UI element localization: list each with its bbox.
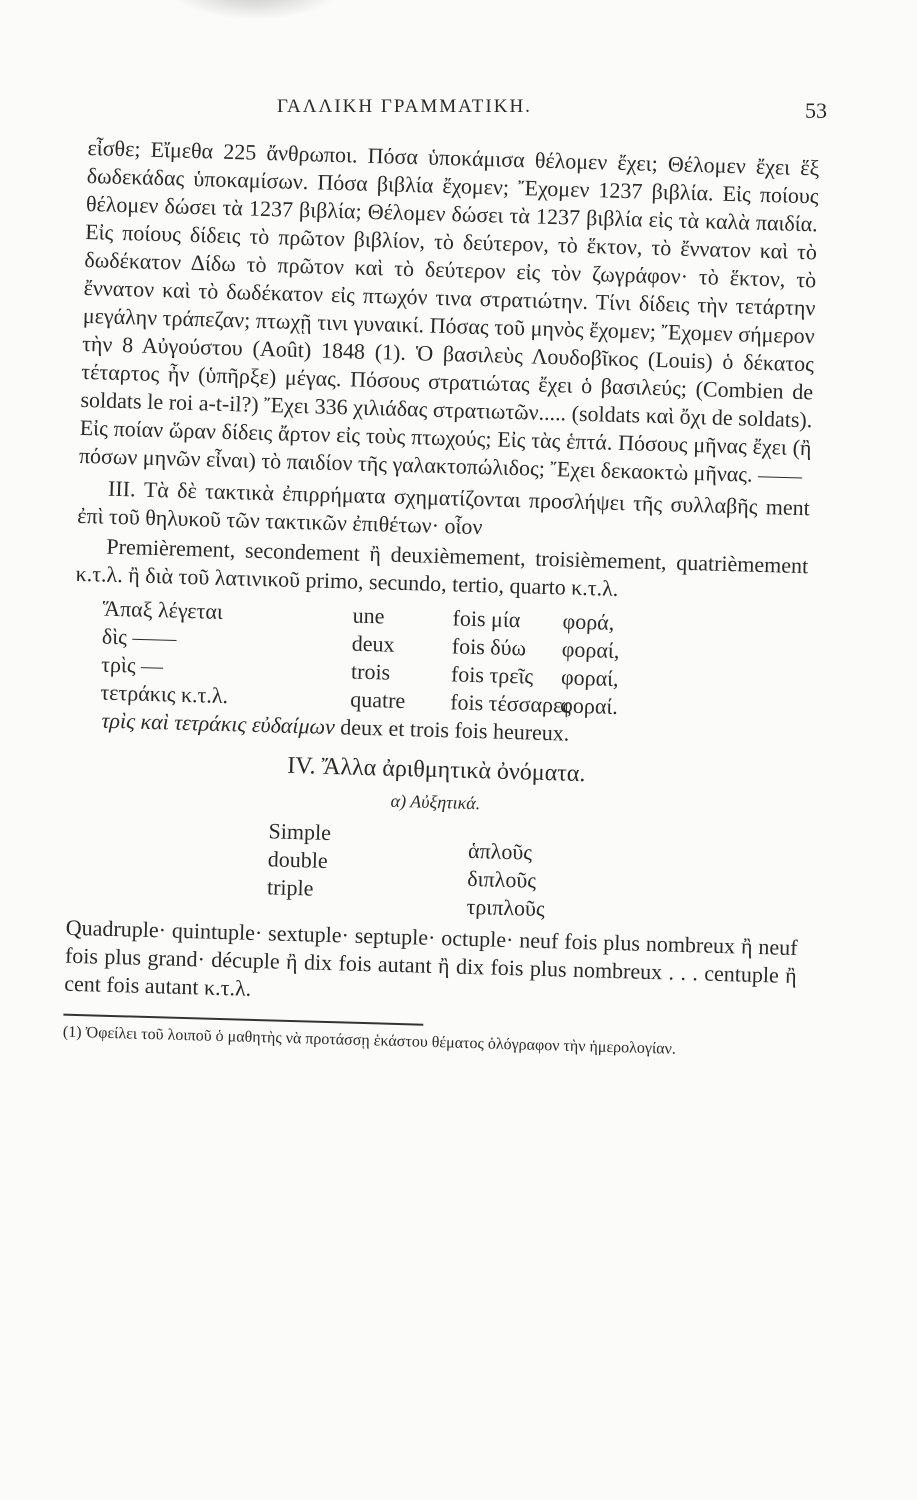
- running-title: ΓΑΛΛΙΚΗ ΓΡΑΜΜΑΤΙΚΗ.: [277, 96, 532, 117]
- exercise-paragraph: εἶσθε; Εἴμεθα 225 ἄνθρωποι. Πόσα ὑποκάμισα θέλομεν ἔχει; Θέλομεν ἔχει ἕξ δωδεκάδας ὑποκαμίσων. Πόσα βιβλία ἔχομεν; Ἔχομεν 1237 βιβλία. Εἰς ποίους θέλομεν δώσει τὰ 1237 βιβλία; Θέλομεν δώσει τὰ 1237 βιβλία εἰς τὰ καλὰ παιδία. Εἰς ποίους δίδεις τὸ πρῶτον βιβλίον, τὸ δεύτερον, τὸ ἕκτον, τὸ ἔννατον καὶ τὸ δωδέκατον Δίδω τὸ πρῶτον καὶ τὸ δεύτερον εἰς τὸν ζωγράφον· τὸ ἕκτον, τὸ ἔννατον καὶ τὸ δωδέκατον εἰς πτωχόν τινα στρατιώτην. Τίνι δίδεις τὴν τετάρτην μεγάλην τράπεζαν; πτωχῇ τινι γυναικί. Πόσας τοῦ μηνὸς ἔχομεν; Ἔχομεν σήμερον τὴν 8 Αὐγούστου (Août) 1848 (1). Ὁ βασιλεὺς Λουδοβῖκος (Louis) ὁ δέκατος τέταρτος ἦν (ὑπῆρξε) μέγας. Πόσους στρατιώτας ἔχει ὁ βασιλεύς; (Combien de soldats le roi a-t-il?) Ἔχει 336 χιλιάδας στρατιωτῶν..... (soldats καὶ ὄχι de soldats). Εἰς ποίαν ὥραν δίδεις ἄρτον εἰς τοὺς πτωχούς; Εἰς τὰς ἑπτά. Πόσους μῆνας ἔχει (ἢ πόσων μηνῶν εἶναι) τὸ παιδίον τῆς γαλακτοπώλιδος; Ἔχει δεκαοκτὼ μῆνας. ——: [78, 134, 820, 489]
- multiplicative-french: triple: [266, 874, 314, 901]
- multiplicatives-list: [266, 817, 801, 922]
- scan-shadow: [170, 0, 340, 20]
- times-cell: φορά,: [562, 608, 615, 635]
- running-header: [95, 92, 827, 122]
- times-cell: trois: [350, 658, 391, 685]
- multiplicative-greek: τριπλοῦς: [466, 893, 546, 922]
- times-cell: τετράκις κ.τ.λ.: [100, 679, 229, 709]
- page-body: [63, 134, 820, 1064]
- times-cell: fois δύω: [451, 633, 527, 661]
- section-3-text: III. Τὰ δὲ τακτικὰ ἐπιρρήματα σχηματίζονται προσλήψει τῆς συλλαβῆς ment ἐπὶ τοῦ θηλυκοῦ τῶν τακτικῶν ἐπιθέτων· οἷον: [76, 475, 811, 540]
- times-cell: fois μία: [452, 605, 521, 633]
- page-number: 53: [805, 98, 827, 123]
- times-cell: fois τρεῖς: [450, 661, 534, 689]
- times-table: [100, 595, 807, 727]
- footnote: (1) Ὀφείλει τοῦ λοιποῦ ὁ μαθητὴς νὰ προτάσσῃ ἑκάστου θέματος ὁλόγραφον τὴν ἡμερολογίαν.: [62, 1023, 677, 1058]
- section-4-subheading: α) Αὐξητικά.: [390, 790, 481, 814]
- times-cell: φοραί.: [559, 692, 619, 720]
- multiplicative-greek: διπλοῦς: [467, 865, 537, 893]
- tresfois-french: deux et trois fois heureux.: [340, 714, 570, 746]
- times-cell: deux: [351, 630, 395, 657]
- times-cell: une: [352, 602, 385, 629]
- times-cell: φοραί,: [560, 664, 619, 692]
- times-cell: quatre: [349, 686, 406, 714]
- times-cell: Ἅπαξ λέγεται: [102, 595, 224, 624]
- times-cell: τρὶς —: [100, 651, 164, 679]
- multiplicative-french: Simple: [268, 818, 332, 846]
- tresfois-greek: τρὶς καὶ τετράκις εὐδαίμων: [101, 707, 336, 740]
- times-cell: φοραί,: [561, 636, 620, 664]
- section-3-example: Premièrement, secondement ἢ deuxièmement, troisièmement, quatrièmement κ.τ.λ. ἢ διὰ τοῦ λατινικοῦ primo, secundo, tertio, quarto κ.τ.λ.: [75, 533, 809, 601]
- multiplicatives-paragraph: Quadruple· quintuple· sextuple· septuple· octuple· neuf fois plus nombreux ἢ neuf fois plus grand· décuple ἢ dix fois autant ἢ dix fois plus nombreux . . . centuple ἢ cent fois autant κ.τ.λ.: [63, 914, 798, 1001]
- times-cell: δὶς ——: [101, 623, 177, 651]
- multiplicative-greek: ἁπλοῦς: [467, 837, 533, 865]
- section-4-heading: IV. Ἄλλα ἀριθμητικὰ ὀνόματα.: [286, 752, 586, 788]
- multiplicative-french: double: [267, 846, 329, 873]
- times-cell: fois τέσσαρες: [449, 689, 572, 718]
